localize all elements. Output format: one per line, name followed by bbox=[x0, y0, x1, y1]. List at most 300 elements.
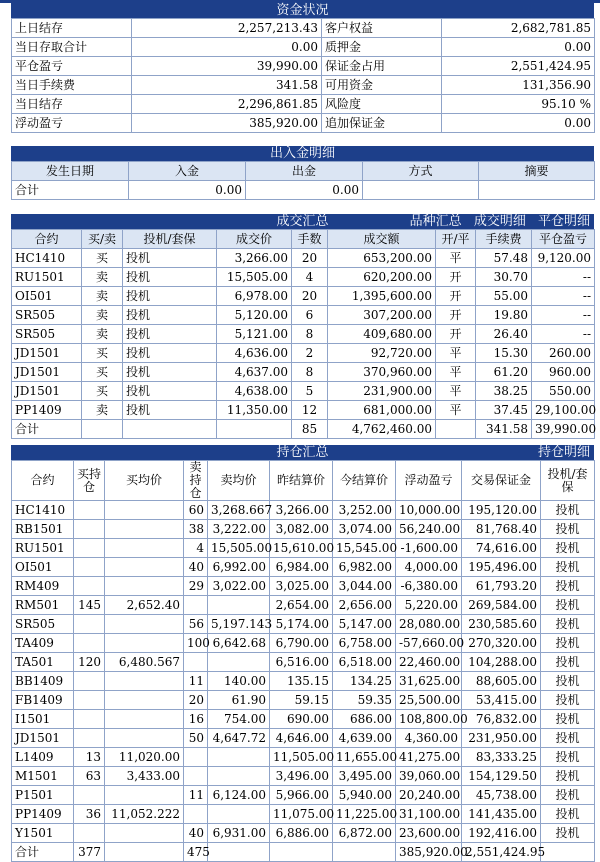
position-cell: 6,642.68 bbox=[208, 634, 270, 653]
trade-header-row bbox=[12, 230, 595, 249]
position-cell: 3,266.00 bbox=[270, 501, 333, 520]
position-cell: 11 bbox=[184, 672, 208, 691]
position-cell bbox=[184, 748, 208, 767]
trade-row bbox=[12, 325, 595, 344]
fund-value: 39,990.00 bbox=[132, 57, 322, 76]
trade-col-header: 成交价 bbox=[217, 230, 292, 249]
fund-value: 0.00 bbox=[442, 114, 595, 133]
fund-label: 上日结存 bbox=[12, 19, 132, 38]
position-col-header: 买持仓 bbox=[74, 461, 105, 501]
position-cell: 23,600.00 bbox=[396, 824, 462, 843]
position-row bbox=[12, 786, 595, 805]
fund-status-section bbox=[11, 3, 594, 133]
position-row bbox=[12, 634, 595, 653]
position-cell bbox=[105, 501, 184, 520]
trade-cell: 平 bbox=[436, 344, 476, 363]
trade-cell: JD1501 bbox=[12, 363, 82, 382]
position-cell bbox=[208, 748, 270, 767]
trade-cell: -- bbox=[532, 306, 595, 325]
position-cell bbox=[74, 691, 105, 710]
position-cell: 11,052.222 bbox=[105, 805, 184, 824]
trade-cell: 15.30 bbox=[476, 344, 532, 363]
total-method bbox=[363, 181, 479, 200]
fund-value: 131,356.90 bbox=[442, 76, 595, 95]
trade-cell: 409,680.00 bbox=[328, 325, 436, 344]
position-row bbox=[12, 767, 595, 786]
trade-cell: 653,200.00 bbox=[328, 249, 436, 268]
position-cell: 56,240.00 bbox=[396, 520, 462, 539]
position-cell bbox=[105, 824, 184, 843]
trade-cell: 11,350.00 bbox=[217, 401, 292, 420]
tab-position-detail[interactable]: 持仓明细 bbox=[537, 445, 590, 460]
position-cell: 投机 bbox=[541, 729, 595, 748]
position-row bbox=[12, 805, 595, 824]
col-date: 发生日期 bbox=[12, 162, 129, 181]
trade-total-row bbox=[12, 420, 595, 439]
fund-label: 浮动盈亏 bbox=[12, 114, 132, 133]
position-row bbox=[12, 520, 595, 539]
trade-cell: 5,121.00 bbox=[217, 325, 292, 344]
trade-cell: 260.00 bbox=[532, 344, 595, 363]
position-summary-title: 持仓汇总 bbox=[276, 445, 329, 460]
position-cell: 3,496.00 bbox=[270, 767, 333, 786]
position-total-empty bbox=[333, 843, 396, 862]
position-cell: 5,940.00 bbox=[333, 786, 396, 805]
position-cell: 39,060.00 bbox=[396, 767, 462, 786]
position-cell: 投机 bbox=[541, 615, 595, 634]
tab-trade-detail[interactable]: 成交明细 bbox=[473, 214, 526, 229]
trade-cell: 960.00 bbox=[532, 363, 595, 382]
trade-cell: 9,120.00 bbox=[532, 249, 595, 268]
trade-cell: 投机 bbox=[123, 306, 217, 325]
fund-row bbox=[12, 76, 595, 95]
position-cell: 3,074.00 bbox=[333, 520, 396, 539]
position-cell: 3,495.00 bbox=[333, 767, 396, 786]
position-cell: 投机 bbox=[541, 767, 595, 786]
trade-cell: 投机 bbox=[123, 382, 217, 401]
trade-row bbox=[12, 363, 595, 382]
position-cell: 60 bbox=[184, 501, 208, 520]
position-col-header: 交易保证金 bbox=[462, 461, 541, 501]
position-col-header: 卖持仓 bbox=[184, 461, 208, 501]
position-cell bbox=[184, 596, 208, 615]
trade-row bbox=[12, 382, 595, 401]
fund-label: 可用资金 bbox=[322, 76, 442, 95]
position-row bbox=[12, 824, 595, 843]
trade-cell: SR505 bbox=[12, 325, 82, 344]
fund-status-header bbox=[11, 3, 594, 18]
trade-cell: 开 bbox=[436, 325, 476, 344]
position-col-header: 今结算价 bbox=[333, 461, 396, 501]
trade-cell: 4,637.00 bbox=[217, 363, 292, 382]
position-col-header: 卖均价 bbox=[208, 461, 270, 501]
trade-cell: 买 bbox=[82, 382, 123, 401]
position-cell bbox=[74, 672, 105, 691]
trade-cell: -- bbox=[532, 268, 595, 287]
position-cell: -6,380.00 bbox=[396, 577, 462, 596]
trade-cell: 投机 bbox=[123, 249, 217, 268]
position-cell: 10,000.00 bbox=[396, 501, 462, 520]
trade-row bbox=[12, 287, 595, 306]
position-cell bbox=[74, 615, 105, 634]
position-total-empty bbox=[541, 843, 595, 862]
position-cell bbox=[74, 786, 105, 805]
position-cell bbox=[105, 615, 184, 634]
position-cell: 6,124.00 bbox=[208, 786, 270, 805]
position-cell: -1,600.00 bbox=[396, 539, 462, 558]
position-row bbox=[12, 501, 595, 520]
trade-cell: 卖 bbox=[82, 401, 123, 420]
trade-cell: JD1501 bbox=[12, 344, 82, 363]
tab-variety-summary[interactable]: 品种汇总 bbox=[409, 214, 462, 229]
position-total-row bbox=[12, 843, 595, 862]
trade-cell: 卖 bbox=[82, 287, 123, 306]
cash-io-header bbox=[11, 146, 594, 161]
position-cell: 270,320.00 bbox=[462, 634, 541, 653]
position-cell: 36 bbox=[74, 805, 105, 824]
position-cell bbox=[105, 577, 184, 596]
position-cell bbox=[74, 634, 105, 653]
fund-row bbox=[12, 38, 595, 57]
position-cell: 74,616.00 bbox=[462, 539, 541, 558]
position-cell: L1409 bbox=[12, 748, 74, 767]
position-col-header: 浮动盈亏 bbox=[396, 461, 462, 501]
position-total-empty bbox=[105, 843, 184, 862]
trade-cell: 投机 bbox=[123, 268, 217, 287]
position-cell: OI501 bbox=[12, 558, 74, 577]
trade-cell: 92,720.00 bbox=[328, 344, 436, 363]
trade-cell: 61.20 bbox=[476, 363, 532, 382]
position-cell: 45,738.00 bbox=[462, 786, 541, 805]
trade-cell: 20 bbox=[292, 287, 328, 306]
trade-cell: 卖 bbox=[82, 306, 123, 325]
position-cell: 6,992.00 bbox=[208, 558, 270, 577]
position-cell: -57,660.00 bbox=[396, 634, 462, 653]
trade-cell: 5 bbox=[292, 382, 328, 401]
trade-cell: PP1409 bbox=[12, 401, 82, 420]
position-cell: 20 bbox=[184, 691, 208, 710]
position-cell: 31,100.00 bbox=[396, 805, 462, 824]
position-row bbox=[12, 691, 595, 710]
position-cell: 投机 bbox=[541, 596, 595, 615]
fund-value: 2,296,861.85 bbox=[132, 95, 322, 114]
position-cell: 6,982.00 bbox=[333, 558, 396, 577]
position-cell: 投机 bbox=[541, 748, 595, 767]
position-row bbox=[12, 596, 595, 615]
position-cell: 11,225.00 bbox=[333, 805, 396, 824]
position-cell: 11,505.00 bbox=[270, 748, 333, 767]
trade-cell: 38.25 bbox=[476, 382, 532, 401]
trade-cell: 投机 bbox=[123, 325, 217, 344]
trade-summary-section bbox=[11, 214, 597, 439]
trade-col-header: 买/卖 bbox=[82, 230, 123, 249]
position-cell: 11,655.00 bbox=[333, 748, 396, 767]
position-cell: 40 bbox=[184, 558, 208, 577]
fund-row bbox=[12, 19, 595, 38]
trade-row bbox=[12, 401, 595, 420]
fund-status-table bbox=[11, 18, 595, 133]
trade-cell: 6 bbox=[292, 306, 328, 325]
trade-col-header: 平仓盈亏 bbox=[532, 230, 595, 249]
position-row bbox=[12, 539, 595, 558]
position-cell: 投机 bbox=[541, 634, 595, 653]
fund-value: 0.00 bbox=[132, 38, 322, 57]
position-header-row bbox=[12, 461, 595, 501]
fund-label: 追加保证金 bbox=[322, 114, 442, 133]
position-cell: 15,610.00 bbox=[270, 539, 333, 558]
position-cell: 195,496.00 bbox=[462, 558, 541, 577]
position-cell: 76,832.00 bbox=[462, 710, 541, 729]
trade-total-fee: 341.58 bbox=[476, 420, 532, 439]
total-label: 合计 bbox=[12, 181, 129, 200]
position-cell bbox=[184, 805, 208, 824]
position-cell: 5,966.00 bbox=[270, 786, 333, 805]
fund-value: 0.00 bbox=[442, 38, 595, 57]
position-cell: 6,872.00 bbox=[333, 824, 396, 843]
position-cell: 3,252.00 bbox=[333, 501, 396, 520]
trade-cell: JD1501 bbox=[12, 382, 82, 401]
position-cell: PP1409 bbox=[12, 805, 74, 824]
position-cell: Y1501 bbox=[12, 824, 74, 843]
position-row bbox=[12, 729, 595, 748]
trade-cell: RU1501 bbox=[12, 268, 82, 287]
fund-row bbox=[12, 57, 595, 76]
position-cell: 134.25 bbox=[333, 672, 396, 691]
col-memo: 摘要 bbox=[479, 162, 595, 181]
position-cell: 88,605.00 bbox=[462, 672, 541, 691]
trade-cell: 卖 bbox=[82, 268, 123, 287]
position-cell bbox=[184, 653, 208, 672]
position-row bbox=[12, 558, 595, 577]
trade-col-header: 手数 bbox=[292, 230, 328, 249]
position-cell: 6,518.00 bbox=[333, 653, 396, 672]
position-col-header: 昨结算价 bbox=[270, 461, 333, 501]
fund-label: 风险度 bbox=[322, 95, 442, 114]
position-cell: 50 bbox=[184, 729, 208, 748]
trade-total-empty bbox=[123, 420, 217, 439]
position-cell: I1501 bbox=[12, 710, 74, 729]
trade-cell: 4,638.00 bbox=[217, 382, 292, 401]
fund-label: 平仓盈亏 bbox=[12, 57, 132, 76]
position-cell: 5,174.00 bbox=[270, 615, 333, 634]
position-cell bbox=[105, 710, 184, 729]
position-cell: 4 bbox=[184, 539, 208, 558]
position-cell: 4,646.00 bbox=[270, 729, 333, 748]
position-col-header: 买均价 bbox=[105, 461, 184, 501]
position-cell bbox=[208, 805, 270, 824]
trade-cell: 12 bbox=[292, 401, 328, 420]
trade-cell: 开 bbox=[436, 287, 476, 306]
position-cell: 投机 bbox=[541, 558, 595, 577]
position-cell bbox=[74, 520, 105, 539]
position-cell bbox=[208, 767, 270, 786]
position-cell: 230,585.60 bbox=[462, 615, 541, 634]
position-total-buy: 377 bbox=[74, 843, 105, 862]
position-cell: 140.00 bbox=[208, 672, 270, 691]
trade-cell: 1,395,600.00 bbox=[328, 287, 436, 306]
position-cell: 16 bbox=[184, 710, 208, 729]
position-cell: 29 bbox=[184, 577, 208, 596]
position-cell: 投机 bbox=[541, 672, 595, 691]
trade-cell: SR505 bbox=[12, 306, 82, 325]
position-cell: RU1501 bbox=[12, 539, 74, 558]
position-cell: 6,790.00 bbox=[270, 634, 333, 653]
position-cell: 3,268.667 bbox=[208, 501, 270, 520]
trade-row bbox=[12, 268, 595, 287]
position-cell: RM409 bbox=[12, 577, 74, 596]
trade-total-lots: 85 bbox=[292, 420, 328, 439]
trade-cell: 37.45 bbox=[476, 401, 532, 420]
position-cell: 3,025.00 bbox=[270, 577, 333, 596]
trade-cell: 投机 bbox=[123, 344, 217, 363]
position-cell: 31,625.00 bbox=[396, 672, 462, 691]
fund-label: 保证金占用 bbox=[322, 57, 442, 76]
position-cell: 5,147.00 bbox=[333, 615, 396, 634]
position-cell: 108,800.00 bbox=[396, 710, 462, 729]
fund-label: 当日手续费 bbox=[12, 76, 132, 95]
position-cell: 120 bbox=[74, 653, 105, 672]
position-cell: 38 bbox=[184, 520, 208, 539]
total-in: 0.00 bbox=[129, 181, 246, 200]
position-total-pnl: 385,920.00 bbox=[396, 843, 462, 862]
position-cell: JD1501 bbox=[12, 729, 74, 748]
position-cell: HC1410 bbox=[12, 501, 74, 520]
position-cell: 15,545.00 bbox=[333, 539, 396, 558]
trade-tabs bbox=[402, 214, 590, 229]
total-out: 0.00 bbox=[246, 181, 363, 200]
fund-label: 当日存取合计 bbox=[12, 38, 132, 57]
position-col-header: 合约 bbox=[12, 461, 74, 501]
position-cell: 6,758.00 bbox=[333, 634, 396, 653]
trade-cell: HC1410 bbox=[12, 249, 82, 268]
position-col-header: 投机/套保 bbox=[541, 461, 595, 501]
trade-cell: 5,120.00 bbox=[217, 306, 292, 325]
position-cell: 4,360.00 bbox=[396, 729, 462, 748]
position-cell bbox=[105, 634, 184, 653]
position-cell bbox=[105, 520, 184, 539]
position-cell: 11,020.00 bbox=[105, 748, 184, 767]
fund-label: 当日结存 bbox=[12, 95, 132, 114]
trade-total-empty bbox=[217, 420, 292, 439]
trade-row bbox=[12, 306, 595, 325]
trade-cell: 15,505.00 bbox=[217, 268, 292, 287]
position-cell: 11 bbox=[184, 786, 208, 805]
position-cell: 25,500.00 bbox=[396, 691, 462, 710]
position-cell bbox=[74, 577, 105, 596]
position-cell bbox=[184, 767, 208, 786]
trade-cell: 20 bbox=[292, 249, 328, 268]
col-out: 出金 bbox=[246, 162, 363, 181]
position-cell: 3,433.00 bbox=[105, 767, 184, 786]
position-cell: 3,044.00 bbox=[333, 577, 396, 596]
trade-cell: OI501 bbox=[12, 287, 82, 306]
position-cell: 135.15 bbox=[270, 672, 333, 691]
trade-total-amount: 4,762,460.00 bbox=[328, 420, 436, 439]
cash-io-total-row bbox=[12, 181, 595, 200]
fund-label: 客户权益 bbox=[322, 19, 442, 38]
position-cell bbox=[74, 501, 105, 520]
tab-close-detail[interactable]: 平仓明细 bbox=[537, 214, 590, 229]
trade-cell: 3,266.00 bbox=[217, 249, 292, 268]
position-row bbox=[12, 672, 595, 691]
position-cell: 4,639.00 bbox=[333, 729, 396, 748]
position-cell: 投机 bbox=[541, 805, 595, 824]
position-cell: RM501 bbox=[12, 596, 74, 615]
position-cell: 11,075.00 bbox=[270, 805, 333, 824]
position-cell: 59.15 bbox=[270, 691, 333, 710]
trade-cell: 307,200.00 bbox=[328, 306, 436, 325]
trade-cell: 投机 bbox=[123, 401, 217, 420]
position-cell: 195,120.00 bbox=[462, 501, 541, 520]
trade-total-empty bbox=[436, 420, 476, 439]
position-total-sell: 475 bbox=[184, 843, 208, 862]
position-cell: 20,240.00 bbox=[396, 786, 462, 805]
trade-cell: 平 bbox=[436, 401, 476, 420]
position-cell: 686.00 bbox=[333, 710, 396, 729]
position-cell bbox=[74, 558, 105, 577]
position-cell: M1501 bbox=[12, 767, 74, 786]
trade-cell: 买 bbox=[82, 344, 123, 363]
position-cell bbox=[208, 653, 270, 672]
position-cell: 83,333.25 bbox=[462, 748, 541, 767]
position-cell bbox=[208, 596, 270, 615]
position-cell: 投机 bbox=[541, 691, 595, 710]
position-cell bbox=[105, 672, 184, 691]
position-cell: 3,022.00 bbox=[208, 577, 270, 596]
trade-cell: -- bbox=[532, 287, 595, 306]
trade-cell: 55.00 bbox=[476, 287, 532, 306]
total-memo bbox=[479, 181, 595, 200]
fund-row bbox=[12, 114, 595, 133]
position-cell bbox=[105, 691, 184, 710]
col-method: 方式 bbox=[363, 162, 479, 181]
position-total-label: 合计 bbox=[12, 843, 74, 862]
position-cell bbox=[105, 729, 184, 748]
position-cell: 192,416.00 bbox=[462, 824, 541, 843]
position-cell: 41,275.00 bbox=[396, 748, 462, 767]
position-row bbox=[12, 748, 595, 767]
position-cell bbox=[74, 710, 105, 729]
position-cell: 2,652.40 bbox=[105, 596, 184, 615]
position-cell: 81,768.40 bbox=[462, 520, 541, 539]
trade-total-label: 合计 bbox=[12, 420, 82, 439]
position-cell: P1501 bbox=[12, 786, 74, 805]
fund-label: 质押金 bbox=[322, 38, 442, 57]
trade-cell: 投机 bbox=[123, 287, 217, 306]
position-total-margin: 2,551,424.95 bbox=[462, 843, 541, 862]
fund-value: 2,257,213.43 bbox=[132, 19, 322, 38]
trade-cell: 投机 bbox=[123, 363, 217, 382]
position-summary-table bbox=[11, 460, 595, 862]
position-cell: 104,288.00 bbox=[462, 653, 541, 672]
trade-cell: 4 bbox=[292, 268, 328, 287]
position-cell: 6,516.00 bbox=[270, 653, 333, 672]
position-cell: 投机 bbox=[541, 824, 595, 843]
trade-cell: 买 bbox=[82, 249, 123, 268]
trade-col-header: 合约 bbox=[12, 230, 82, 249]
position-cell bbox=[74, 824, 105, 843]
position-cell: TA501 bbox=[12, 653, 74, 672]
position-cell bbox=[105, 786, 184, 805]
position-cell: 28,080.00 bbox=[396, 615, 462, 634]
col-in: 入金 bbox=[129, 162, 246, 181]
position-cell: 6,480.567 bbox=[105, 653, 184, 672]
position-cell: 3,222.00 bbox=[208, 520, 270, 539]
position-row bbox=[12, 710, 595, 729]
position-cell: 59.35 bbox=[333, 691, 396, 710]
position-cell: 4,647.72 bbox=[208, 729, 270, 748]
trade-row bbox=[12, 249, 595, 268]
